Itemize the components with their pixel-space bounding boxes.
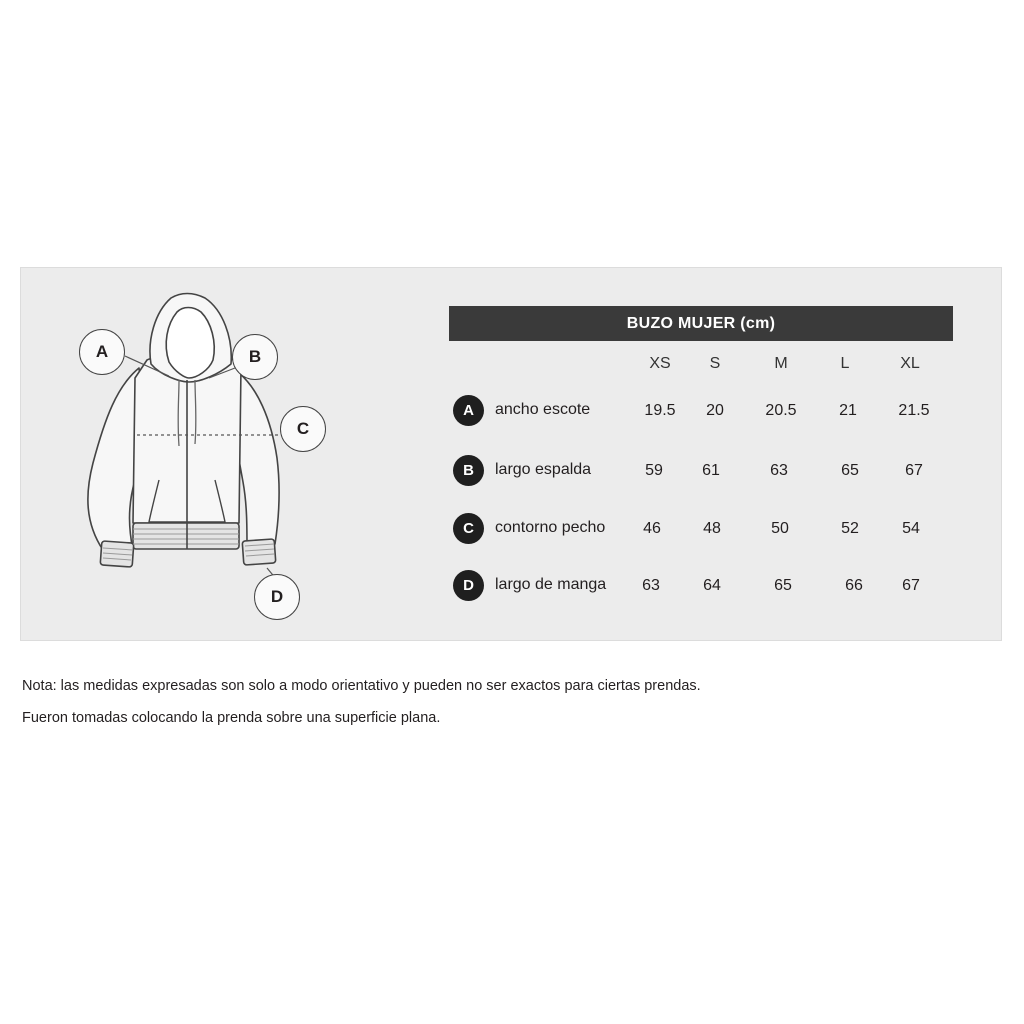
cell-m: 63 <box>770 462 788 479</box>
cell-m: 20.5 <box>765 402 797 419</box>
callout-c: C <box>280 406 326 452</box>
callout-a: A <box>79 329 125 375</box>
cell-l: 52 <box>841 520 859 537</box>
note-line-1: Nota: las medidas expresadas son solo a modo orientativo y pueden no ser exactos para ciertas prendas. <box>22 678 701 694</box>
cell-xl: 67 <box>902 577 920 594</box>
row-badge: A <box>453 395 484 426</box>
cell-xl: 54 <box>902 520 920 537</box>
size-header-xs: XS <box>649 355 671 372</box>
garment-diagram <box>21 268 381 642</box>
table-row <box>453 395 953 427</box>
cell-xl: 67 <box>905 462 923 479</box>
cell-xs: 19.5 <box>644 402 676 419</box>
cell-s: 61 <box>702 462 720 479</box>
row-label: ancho escote <box>495 401 591 418</box>
cell-xl: 21.5 <box>898 402 930 419</box>
note-line-2: Fueron tomadas colocando la prenda sobre una superficie plana. <box>22 710 441 726</box>
hoodie-illustration <box>21 268 381 642</box>
table-title: BUZO MUJER (cm) <box>449 306 953 341</box>
cell-l: 21 <box>839 402 857 419</box>
cell-s: 64 <box>703 577 721 594</box>
size-chart-panel <box>20 267 1002 641</box>
cell-m: 50 <box>771 520 789 537</box>
cell-xs: 46 <box>643 520 661 537</box>
cell-m: 65 <box>774 577 792 594</box>
size-header-s: S <box>709 355 721 372</box>
size-header-l: L <box>840 355 850 372</box>
size-header-m: M <box>774 355 788 372</box>
row-label: largo de manga <box>495 576 607 593</box>
table-row <box>453 513 953 545</box>
cell-s: 48 <box>703 520 721 537</box>
row-label: largo espalda <box>495 461 592 478</box>
size-header-xl: XL <box>900 355 920 372</box>
cell-xs: 59 <box>645 462 663 479</box>
cell-l: 66 <box>845 577 863 594</box>
row-label: contorno pecho <box>495 519 606 536</box>
row-badge: C <box>453 513 484 544</box>
callout-b: B <box>232 334 278 380</box>
row-badge: B <box>453 455 484 486</box>
table-row <box>453 455 953 487</box>
callout-d: D <box>254 574 300 620</box>
cell-l: 65 <box>841 462 859 479</box>
table-row <box>453 570 953 602</box>
cell-s: 20 <box>706 402 724 419</box>
row-badge: D <box>453 570 484 601</box>
cell-xs: 63 <box>642 577 660 594</box>
